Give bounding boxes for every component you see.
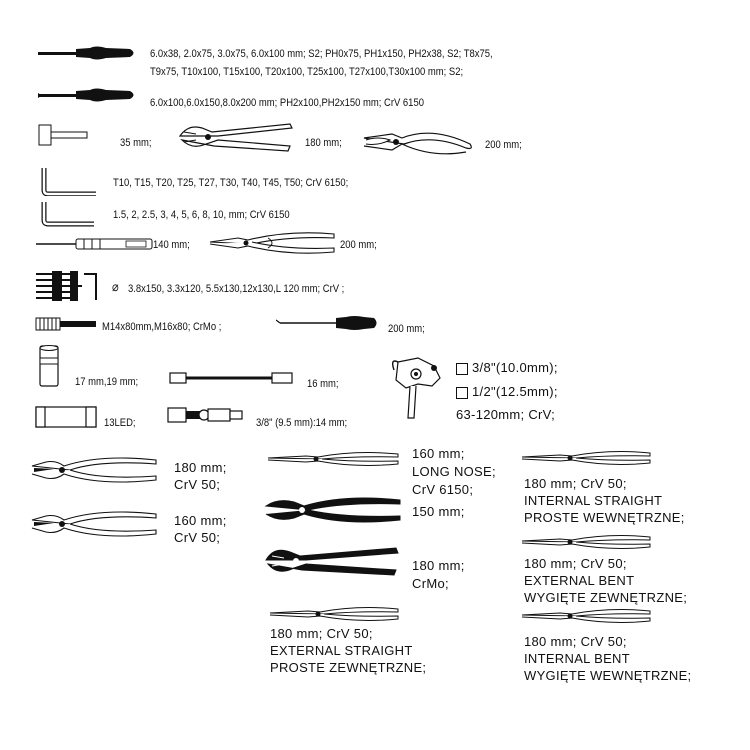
hex-key-sizes: 1.5, 2, 2.5, 3, 4, 5, 6, 8, 10, mm; CrV 6150 [113,209,290,221]
diagonal-pliers-180-material: CrV 50; [174,477,221,492]
locking-pliers-icon [264,542,404,582]
circlip-ext-bent-spec: 180 mm; CrV 50; [524,556,627,571]
wire-stripper-icon [208,226,338,260]
locking-pliers-2-size: 180 mm; [412,558,465,573]
diagonal-pliers-icon [30,452,160,488]
locking-pliers-icon [178,118,298,158]
filter-wrench-icon [388,356,448,426]
flashlight-led: 13LED; [104,417,136,429]
screwdriver-icon [38,86,138,104]
voltage-tester-size: 140 mm; [153,239,190,251]
circlip-ext-bent-pl: WYGIĘTE ZEWNĘTRZNE; [524,590,688,605]
screwdriver-icon [38,44,138,62]
circlip-pliers-icon [520,530,654,554]
circlip-int-straight-pl: PROSTE WEWNĘTRZNE; [524,510,685,525]
diagonal-pliers-icon [30,506,160,542]
long-nose-size: 160 mm; [412,446,465,461]
universal-joint-icon [166,404,246,428]
extension-bar-icon [168,370,294,386]
hammer-size: 35 mm; [120,137,152,149]
hammer-icon [38,124,88,148]
circlip-int-bent-spec: 180 mm; CrV 50; [524,634,627,649]
torx-key-sizes: T10, T15, T20, T25, T27, T30, T40, T45, T50; CrV 6150; [113,177,349,189]
circlip-ext-straight-spec: 180 mm; CrV 50; [270,626,373,641]
flashlight-icon [34,404,98,430]
punch-set-icon [34,270,104,304]
screwdriver-sizes-line2: T9x75, T10x100, T15x100, T20x100, T25x100, T27x100,T30x100 mm; S2; [150,66,464,78]
circlip-ext-straight-en: EXTERNAL STRAIGHT [270,643,413,658]
wire-stripper-size: 200 mm; [340,239,377,251]
extension-bar-size: 16 mm; [307,378,339,390]
punch-set-sizes: 3.8x150, 3.3x120, 5.5x130,12x130,L 120 mm; CrV ; [128,283,345,295]
socket-sizes: 17 mm,19 mm; [75,376,139,388]
circlip-int-bent-en: INTERNAL BENT [524,651,630,666]
long-nose-name: LONG NOSE; [412,464,496,479]
filter-wrench-option-1: 3/8"(10.0mm); [472,360,558,375]
circlip-pliers-icon [520,446,654,470]
pick-tool-size: 200 mm; [388,323,425,335]
circlip-int-straight-spec: 180 mm; CrV 50; [524,476,627,491]
filter-wrench-option-3: 63-120mm; CrV; [456,407,556,422]
diagonal-pliers-160-material: CrV 50; [174,530,221,545]
pick-tool-icon [276,314,380,332]
filter-wrench-option-2: 1/2"(12.5mm); [472,384,558,399]
side-cutters-size: 150 mm; [412,504,465,519]
circlip-int-bent-pl: WYGIĘTE WEWNĘTRZNE; [524,668,692,683]
universal-joint-size: 3/8" (9.5 mm):14 mm; [256,417,348,429]
hex-key-icon [40,200,100,230]
slip-joint-pliers-size: 200 mm; [485,139,522,151]
screwdriver-sizes-2: 6.0x100,6.0x150,8.0x200 mm; PH2x100,PH2x150 mm; CrV 6150 [150,97,424,109]
tap-size: M14x80mm,M16x80; CrMo ; [102,321,222,333]
circlip-int-straight-en: INTERNAL STRAIGHT [524,493,663,508]
long-nose-pliers-icon [266,446,402,472]
slip-joint-pliers-icon [362,122,482,162]
socket-icon [34,344,64,390]
tap-icon [34,314,100,334]
circlip-ext-straight-pl: PROSTE ZEWNĘTRZNE; [270,660,427,675]
circlip-ext-bent-en: EXTERNAL BENT [524,573,635,588]
checkbox-icon [456,387,468,399]
locking-pliers-2-material: CrMo; [412,576,449,591]
checkbox-icon [456,363,468,375]
long-nose-material: CrV 6150; [412,482,474,497]
diagonal-pliers-180-size: 180 mm; [174,460,227,475]
locking-pliers-size: 180 mm; [305,137,342,149]
voltage-tester-icon [36,236,156,252]
punch-set-symbol: ⌀ [112,279,119,294]
circlip-pliers-icon [268,602,402,626]
screwdriver-sizes-line1: 6.0x38, 2.0x75, 3.0x75, 6.0x100 mm; S2; PH0x75, PH1x150, PH2x38, S2; T8x75, [150,48,493,60]
torx-key-icon [40,166,100,196]
side-cutters-icon [264,492,404,528]
circlip-pliers-icon [520,604,654,628]
diagonal-pliers-160-size: 160 mm; [174,513,227,528]
